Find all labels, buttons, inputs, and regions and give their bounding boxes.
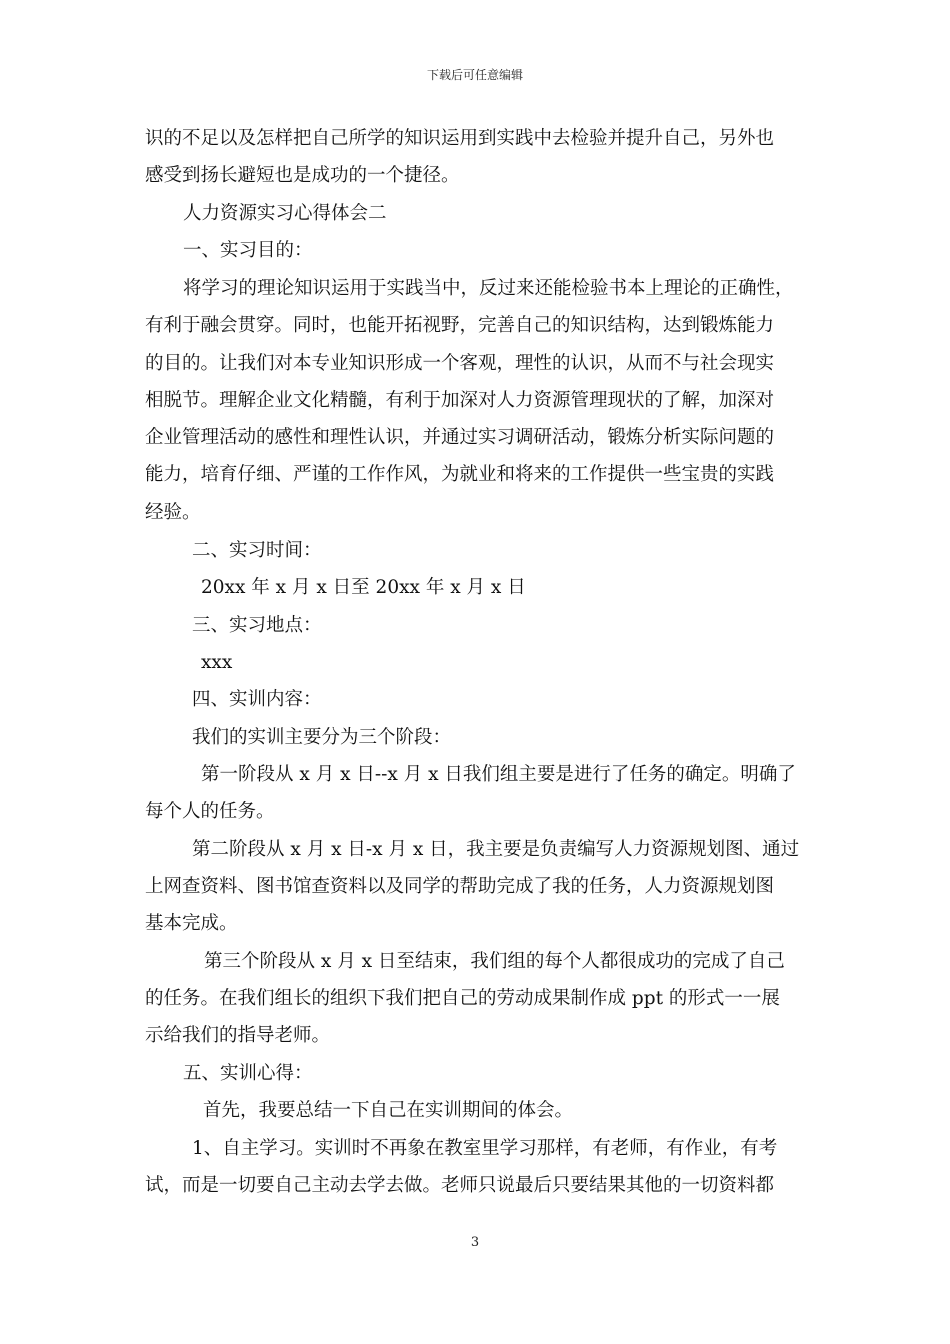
text-line: 基本完成。 xyxy=(145,913,238,934)
page-header: 下载后可任意编辑 xyxy=(426,68,523,82)
text-line: 能力，培育仔细、严谨的工作作风，为就业和将来的工作提供一些宝贵的实践 xyxy=(145,464,775,485)
text-line: 试，而是一切要自己主动去学去做。老师只说最后只要结果其他的一切资料都 xyxy=(145,1175,775,1196)
section-heading: 一、实习目的： xyxy=(183,240,313,261)
text-line: 首先，我要总结一下自己在实训期间的体会。 xyxy=(203,1100,574,1121)
page-number: 3 xyxy=(470,1235,480,1250)
text-line: xxx xyxy=(201,652,233,673)
text-line: 上网查资料、图书馆查资料以及同学的帮助完成了我的任务，人力资源规划图 xyxy=(145,876,775,897)
text-line: 1、自主学习。实训时不再象在教室里学习那样，有老师，有作业，有考 xyxy=(192,1138,778,1159)
text-line: 每个人的任务。 xyxy=(145,801,275,822)
section-heading: 五、实训心得： xyxy=(183,1063,313,1084)
text-line: 将学习的理论知识运用于实践当中，反过来还能检验书本上理论的正确性， xyxy=(183,278,794,299)
section-heading: 二、实习时间： xyxy=(192,540,322,561)
section-heading: 四、实训内容： xyxy=(192,689,322,710)
text-line: 20xx 年 x 月 x 日至 20xx 年 x 月 x 日 xyxy=(201,577,526,598)
text-line: 示给我们的指导老师。 xyxy=(145,1025,331,1046)
text-line: 感受到扬长避短也是成功的一个捷径。 xyxy=(145,165,460,186)
section-heading: 三、实习地点： xyxy=(192,615,322,636)
text-line: 我们的实训主要分为三个阶段： xyxy=(192,727,452,748)
text-line: 相脱节。理解企业文化精髓，有利于加深对人力资源管理现状的了解，加深对 xyxy=(145,390,775,411)
text-line: 企业管理活动的感性和理性认识，并通过实习调研活动，锻炼分析实际问题的 xyxy=(145,427,775,448)
text-line: 识的不足以及怎样把自己所学的知识运用到实践中去检验并提升自己，另外也 xyxy=(145,128,775,149)
text-line: 第二阶段从 x 月 x 日-x 月 x 日，我主要是负责编写人力资源规划图、通过 xyxy=(192,839,800,860)
section-title: 人力资源实习心得体会二 xyxy=(183,203,387,224)
text-line: 经验。 xyxy=(145,502,201,523)
text-line: 第一阶段从 x 月 x 日--x 月 x 日我们组主要是进行了任务的确定。明确了 xyxy=(201,764,796,785)
text-line: 有利于融会贯穿。同时，也能开拓视野，完善自己的知识结构，达到锻炼能力 xyxy=(145,315,775,336)
text-line: 的任务。在我们组长的组织下我们把自己的劳动成果制作成 ppt 的形式一一展 xyxy=(145,988,780,1009)
text-line: 的目的。让我们对本专业知识形成一个客观，理性的认识，从而不与社会现实 xyxy=(145,353,775,374)
text-line: 第三个阶段从 x 月 x 日至结束，我们组的每个人都很成功的完成了自己 xyxy=(204,951,785,972)
